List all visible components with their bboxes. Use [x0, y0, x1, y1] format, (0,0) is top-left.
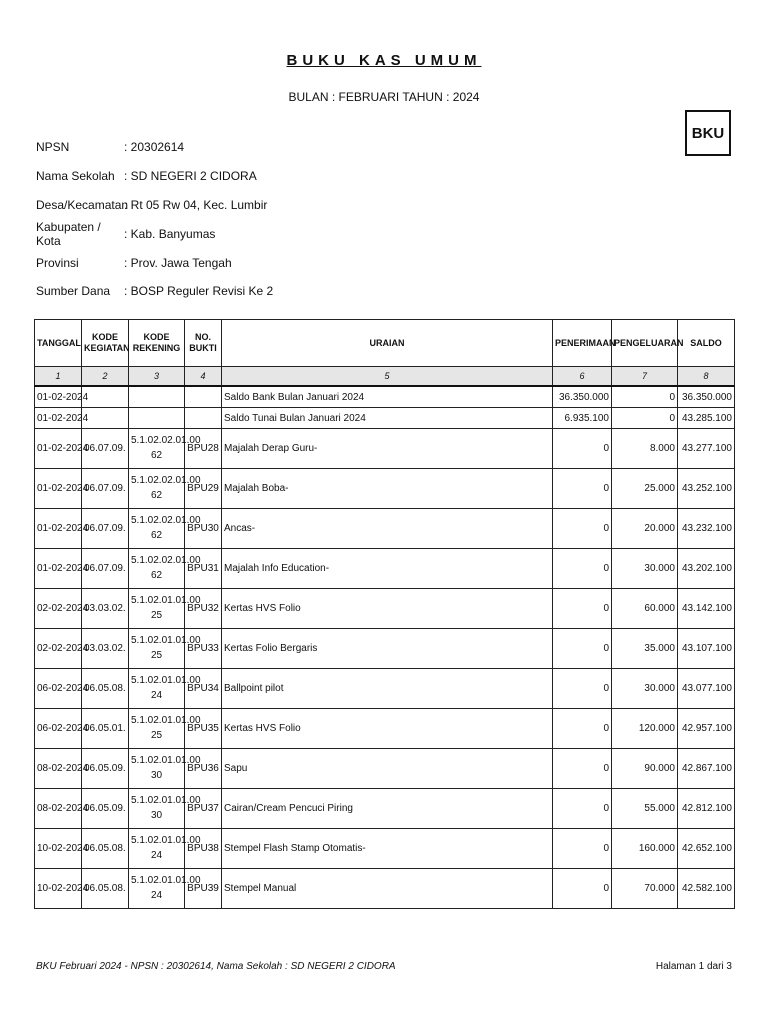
cell-tanggal: 01-02-2024	[35, 549, 82, 589]
cell-kode-rekening: 5.1.02.01.01.00 30	[129, 749, 185, 789]
cell-pengeluaran: 90.000	[612, 749, 678, 789]
col-header-tanggal: TANGGAL	[35, 320, 82, 367]
cell-kode-rekening: 5.1.02.01.01.00 25	[129, 709, 185, 749]
table-row	[35, 669, 735, 709]
col-header-pengeluaran: PENGELUARAN	[612, 320, 678, 367]
column-number: 7	[612, 367, 678, 387]
info-value: : Rt 05 Rw 04, Kec. Lumbir	[124, 197, 268, 212]
page-number: Halaman 1 dari 3	[655, 961, 732, 972]
cell-no-bukti: BPU38	[185, 829, 222, 869]
cell-tanggal: 06-02-2024	[35, 709, 82, 749]
info-row	[36, 248, 273, 277]
column-number: 5	[222, 367, 553, 387]
cell-saldo: 42.582.100	[678, 869, 735, 909]
table-row	[35, 589, 735, 629]
cell-no-bukti: BPU29	[185, 469, 222, 509]
cell-no-bukti: BPU39	[185, 869, 222, 909]
document-subtitle: BULAN : FEBRUARI TAHUN : 2024	[288, 90, 480, 104]
cell-kode-kegiatan: 06.05.08.	[82, 829, 129, 869]
cell-saldo: 43.142.100	[678, 589, 735, 629]
cell-tanggal: 10-02-2024	[35, 869, 82, 909]
cell-penerimaan: 36.350.000	[553, 386, 612, 408]
cell-penerimaan: 0	[553, 429, 612, 469]
info-label: Provinsi	[36, 255, 79, 270]
cell-uraian: Majalah Boba-	[222, 469, 553, 509]
cell-uraian: Saldo Bank Bulan Januari 2024	[222, 386, 553, 408]
cell-tanggal: 08-02-2024	[35, 749, 82, 789]
cell-saldo: 43.202.100	[678, 549, 735, 589]
cell-pengeluaran: 55.000	[612, 789, 678, 829]
cell-tanggal: 01-02-2024	[35, 408, 82, 429]
cell-uraian: Sapu	[222, 749, 553, 789]
cell-kode-kegiatan: 06.07.09.	[82, 549, 129, 589]
cell-penerimaan: 0	[553, 509, 612, 549]
cell-pengeluaran: 70.000	[612, 869, 678, 909]
cell-kode-rekening	[129, 408, 185, 429]
cell-uraian: Saldo Tunai Bulan Januari 2024	[222, 408, 553, 429]
info-value: : Kab. Banyumas	[124, 226, 216, 241]
cell-saldo: 42.867.100	[678, 749, 735, 789]
column-number: 2	[82, 367, 129, 387]
school-info	[36, 133, 273, 306]
table-row	[35, 549, 735, 589]
cell-kode-kegiatan: 06.07.09.	[82, 429, 129, 469]
cell-pengeluaran: 30.000	[612, 549, 678, 589]
info-value: : SD NEGERI 2 CIDORA	[124, 169, 257, 184]
cell-kode-kegiatan: 06.05.08.	[82, 869, 129, 909]
cell-tanggal: 01-02-2024	[35, 386, 82, 408]
cell-pengeluaran: 0	[612, 386, 678, 408]
cell-pengeluaran: 8.000	[612, 429, 678, 469]
info-value: : Prov. Jawa Tengah	[124, 255, 232, 270]
cell-penerimaan: 0	[553, 549, 612, 589]
header-row	[35, 320, 735, 367]
cell-pengeluaran: 120.000	[612, 709, 678, 749]
cell-uraian: Ballpoint pilot	[222, 669, 553, 709]
cell-penerimaan: 0	[553, 789, 612, 829]
cell-tanggal: 02-02-2024	[35, 629, 82, 669]
cell-kode-rekening	[129, 386, 185, 408]
cell-penerimaan: 0	[553, 709, 612, 749]
cell-penerimaan: 0	[553, 749, 612, 789]
cell-no-bukti: BPU36	[185, 749, 222, 789]
document-title: BUKU KAS UMUM	[286, 52, 482, 69]
cell-no-bukti: BPU37	[185, 789, 222, 829]
cell-kode-rekening: 5.1.02.02.01.00 62	[129, 469, 185, 509]
info-row	[36, 162, 273, 191]
column-number: 6	[553, 367, 612, 387]
column-number: 8	[678, 367, 735, 387]
column-number-row	[35, 367, 735, 387]
cell-no-bukti: BPU34	[185, 669, 222, 709]
cell-kode-kegiatan	[82, 408, 129, 429]
cell-kode-rekening: 5.1.02.02.01.00 62	[129, 549, 185, 589]
cell-pengeluaran: 20.000	[612, 509, 678, 549]
cell-tanggal: 01-02-2024	[35, 469, 82, 509]
info-row	[36, 191, 273, 220]
cell-penerimaan: 0	[553, 589, 612, 629]
cell-kode-kegiatan: 06.07.09.	[82, 509, 129, 549]
table-row	[35, 408, 735, 429]
cell-penerimaan: 6.935.100	[553, 408, 612, 429]
cell-tanggal: 08-02-2024	[35, 789, 82, 829]
cell-no-bukti	[185, 408, 222, 429]
cell-kode-rekening: 5.1.02.01.01.00 24	[129, 669, 185, 709]
cell-pengeluaran: 0	[612, 408, 678, 429]
cell-no-bukti: BPU28	[185, 429, 222, 469]
cell-no-bukti: BPU33	[185, 629, 222, 669]
cell-kode-kegiatan: 06.07.09.	[82, 469, 129, 509]
info-label: NPSN	[36, 140, 70, 155]
cell-no-bukti: BPU30	[185, 509, 222, 549]
cell-saldo: 43.277.100	[678, 429, 735, 469]
info-label: Desa/Kecamatan	[36, 197, 129, 212]
col-header-saldo: SALDO	[678, 320, 735, 367]
col-header-kode-rekening: KODE REKENING	[129, 320, 185, 367]
cell-kode-rekening: 5.1.02.01.01.00 25	[129, 589, 185, 629]
cell-pengeluaran: 30.000	[612, 669, 678, 709]
cell-kode-rekening: 5.1.02.01.01.00 30	[129, 789, 185, 829]
info-value: : 20302614	[124, 140, 185, 155]
cell-uraian: Majalah Info Education-	[222, 549, 553, 589]
cell-penerimaan: 0	[553, 469, 612, 509]
info-value: : BOSP Reguler Revisi Ke 2	[124, 284, 274, 299]
table-row	[35, 429, 735, 469]
info-row	[36, 277, 273, 306]
info-label: Nama Sekolah	[36, 169, 115, 184]
cell-tanggal: 02-02-2024	[35, 589, 82, 629]
col-header-penerimaan: PENERIMAAN	[553, 320, 612, 367]
table-row	[35, 509, 735, 549]
cell-kode-kegiatan: 03.03.02.	[82, 629, 129, 669]
cell-uraian: Kertas HVS Folio	[222, 709, 553, 749]
info-row	[36, 219, 273, 248]
cell-no-bukti: BPU35	[185, 709, 222, 749]
cell-saldo: 36.350.000	[678, 386, 735, 408]
cell-saldo: 43.285.100	[678, 408, 735, 429]
table-row	[35, 469, 735, 509]
cell-tanggal: 01-02-2024	[35, 509, 82, 549]
table-row	[35, 749, 735, 789]
col-header-no-bukti: NO. BUKTI	[185, 320, 222, 367]
cell-saldo: 43.107.100	[678, 629, 735, 669]
cell-tanggal: 06-02-2024	[35, 669, 82, 709]
bku-badge: BKU	[685, 110, 731, 156]
cell-saldo: 43.077.100	[678, 669, 735, 709]
cell-kode-kegiatan	[82, 386, 129, 408]
cell-pengeluaran: 25.000	[612, 469, 678, 509]
cell-pengeluaran: 160.000	[612, 829, 678, 869]
cell-no-bukti	[185, 386, 222, 408]
col-header-uraian: URAIAN	[222, 320, 553, 367]
cell-penerimaan: 0	[553, 629, 612, 669]
cell-penerimaan: 0	[553, 829, 612, 869]
cell-kode-kegiatan: 06.05.09.	[82, 749, 129, 789]
cell-uraian: Stempel Flash Stamp Otomatis-	[222, 829, 553, 869]
cell-penerimaan: 0	[553, 869, 612, 909]
cell-no-bukti: BPU31	[185, 549, 222, 589]
cell-kode-rekening: 5.1.02.01.01.00 24	[129, 829, 185, 869]
column-number: 3	[129, 367, 185, 387]
cell-kode-rekening: 5.1.02.01.01.00 25	[129, 629, 185, 669]
table-row	[35, 629, 735, 669]
info-label: Kabupaten / Kota	[36, 219, 101, 248]
cell-uraian: Stempel Manual	[222, 869, 553, 909]
column-number: 1	[35, 367, 82, 387]
table-row	[35, 386, 735, 408]
cash-ledger-table	[34, 319, 735, 909]
cell-no-bukti: BPU32	[185, 589, 222, 629]
footer-document-info: BKU Februari 2024 - NPSN : 20302614, Nama Sekolah : SD NEGERI 2 CIDORA	[36, 961, 396, 972]
cell-uraian: Majalah Derap Guru-	[222, 429, 553, 469]
cell-uraian: Cairan/Cream Pencuci Piring	[222, 789, 553, 829]
cell-kode-rekening: 5.1.02.02.01.00 62	[129, 429, 185, 469]
cell-tanggal: 10-02-2024	[35, 829, 82, 869]
cell-uraian: Ancas-	[222, 509, 553, 549]
cell-kode-kegiatan: 06.05.01.	[82, 709, 129, 749]
table-row	[35, 789, 735, 829]
cell-kode-kegiatan: 06.05.08.	[82, 669, 129, 709]
cell-tanggal: 01-02-2024	[35, 429, 82, 469]
info-label: Sumber Dana	[36, 284, 111, 299]
info-row	[36, 133, 273, 162]
cell-saldo: 43.252.100	[678, 469, 735, 509]
table-row	[35, 829, 735, 869]
cell-uraian: Kertas HVS Folio	[222, 589, 553, 629]
cell-uraian: Kertas Folio Bergaris	[222, 629, 553, 669]
column-number: 4	[185, 367, 222, 387]
col-header-kode-kegiatan: KODE KEGIATAN	[82, 320, 129, 367]
table-row	[35, 869, 735, 909]
cell-pengeluaran: 35.000	[612, 629, 678, 669]
cell-kode-rekening: 5.1.02.02.01.00 62	[129, 509, 185, 549]
cell-kode-kegiatan: 03.03.02.	[82, 589, 129, 629]
cell-pengeluaran: 60.000	[612, 589, 678, 629]
cell-penerimaan: 0	[553, 669, 612, 709]
cell-saldo: 43.232.100	[678, 509, 735, 549]
table-row	[35, 709, 735, 749]
cell-saldo: 42.652.100	[678, 829, 735, 869]
cell-saldo: 42.957.100	[678, 709, 735, 749]
cell-saldo: 42.812.100	[678, 789, 735, 829]
cell-kode-kegiatan: 06.05.09.	[82, 789, 129, 829]
cell-kode-rekening: 5.1.02.01.01.00 24	[129, 869, 185, 909]
